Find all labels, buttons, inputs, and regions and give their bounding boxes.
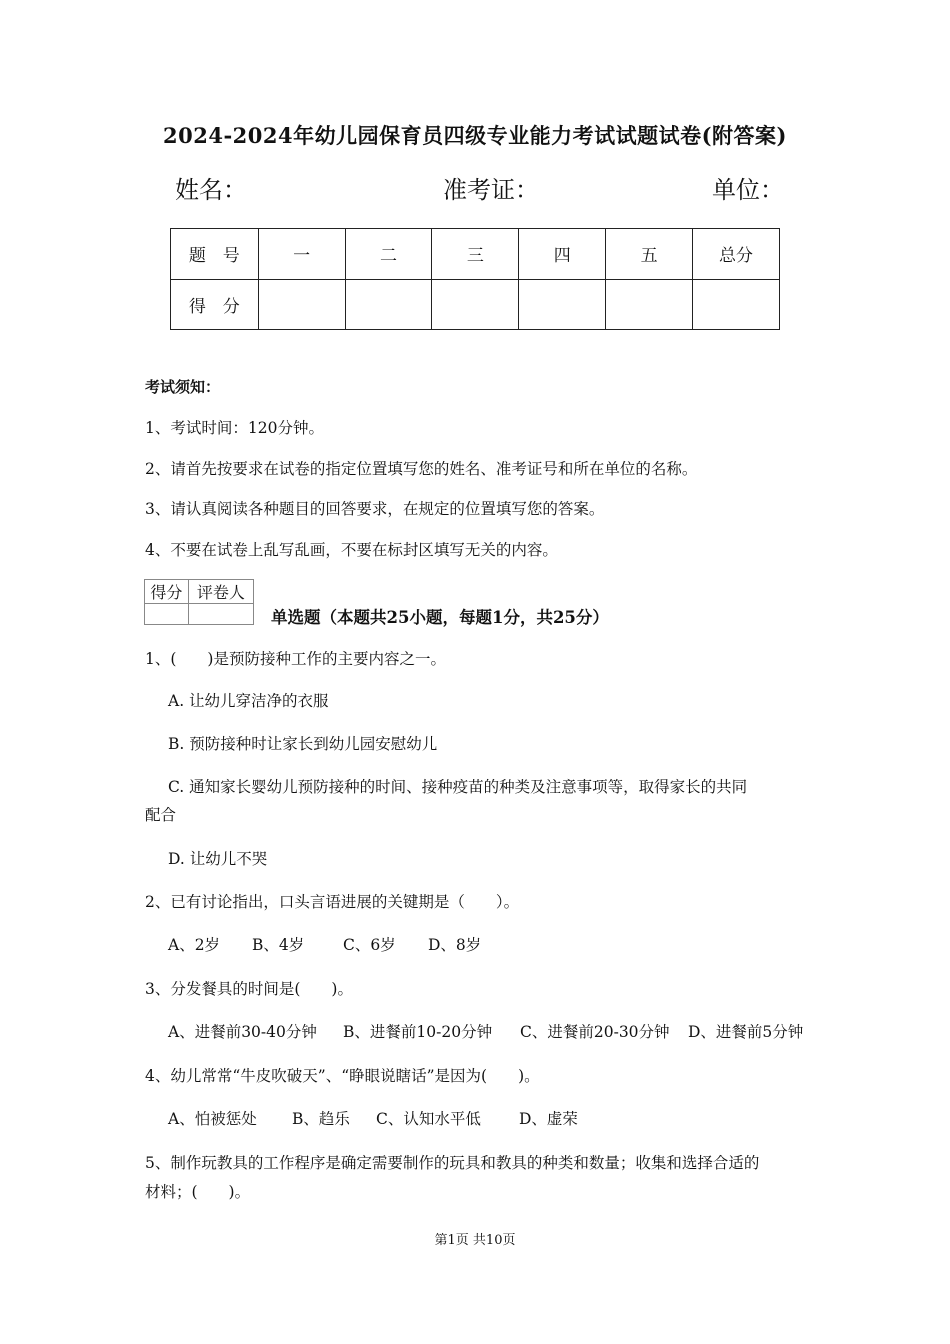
- grader-reviewer-cell: [188, 604, 253, 625]
- question-2-option-a: A、2岁: [168, 936, 221, 954]
- score-row-label: 得 分: [171, 279, 259, 330]
- question-2-option-d: D、8岁: [428, 936, 482, 954]
- page-title: 2024-2024年幼儿园保育员四级专业能力考试试题试卷(附答案): [163, 123, 787, 148]
- question-1-option-b: B. 预防接种时让家长到幼儿园安慰幼儿: [168, 735, 438, 753]
- question-5-stem: 5、制作玩教具的工作程序是确定需要制作的玩具和教具的种类和数量；收集和选择合适的: [145, 1154, 760, 1172]
- question-5-stem-continued: 材料；( )。: [145, 1183, 251, 1201]
- section-title: 单选题（本题共25小题，每题1分，共25分）: [271, 608, 609, 627]
- question-1-option-c: C. 通知家长婴幼儿预防接种的时间、接种疫苗的种类及注意事项等，取得家长的共同: [168, 778, 748, 796]
- question-4-option-a: A、怕被惩处: [168, 1110, 257, 1128]
- exam-id-field-label: 准考证：: [443, 176, 539, 204]
- question-3-stem: 3、分发餐具的时间是( )。: [145, 980, 353, 998]
- score-header-cell: 五: [606, 229, 693, 280]
- notice-item: 2、请首先按要求在试卷的指定位置填写您的姓名、准考证号和所在单位的名称。: [145, 460, 698, 478]
- score-cell: [258, 279, 345, 330]
- question-4-stem: 4、幼儿常常“牛皮吹破天”、“睁眼说瞎话”是因为( )。: [145, 1067, 540, 1085]
- question-1-stem: 1、( )是预防接种工作的主要内容之一。: [145, 650, 446, 668]
- notice-item: 4、不要在试卷上乱写乱画，不要在标封区填写无关的内容。: [145, 541, 558, 559]
- question-3-option-a: A、进餐前30-40分钟: [168, 1023, 317, 1041]
- question-1-option-d: D. 让幼儿不哭: [168, 850, 268, 868]
- question-1-option-a: A. 让幼儿穿洁净的衣服: [168, 692, 329, 710]
- score-table-score-row: [171, 279, 780, 330]
- score-cell: [693, 279, 780, 330]
- question-3-option-c: C、进餐前20-30分钟: [520, 1023, 670, 1041]
- question-3-option-b: B、进餐前10-20分钟: [343, 1023, 493, 1041]
- score-table-header-row: [171, 229, 780, 280]
- score-cell: [345, 279, 432, 330]
- question-1-option-c-continued: 配合: [145, 806, 177, 824]
- score-cell: [519, 279, 606, 330]
- notice-item: 1、考试时间：120分钟。: [145, 419, 324, 437]
- score-header-cell: 二: [345, 229, 432, 280]
- score-table: [170, 228, 780, 330]
- score-cell: [432, 279, 519, 330]
- notice-item: 3、请认真阅读各种题目的回答要求，在规定的位置填写您的答案。: [145, 500, 605, 518]
- grader-box: [144, 579, 254, 625]
- question-2-stem: 2、已有讨论指出，口头言语进展的关键期是（ ）。: [145, 893, 520, 911]
- score-header-cell: 题 号: [171, 229, 259, 280]
- notice-heading: 考试须知：: [145, 378, 221, 396]
- question-4-option-d: D、虚荣: [519, 1110, 578, 1128]
- page-footer: 第1页 共10页: [434, 1233, 516, 1248]
- question-4-option-b: B、趋乐: [292, 1110, 350, 1128]
- score-header-cell: 一: [258, 229, 345, 280]
- score-header-cell: 三: [432, 229, 519, 280]
- question-2-option-b: B、4岁: [252, 936, 305, 954]
- grader-reviewer-label: 评卷人: [188, 580, 253, 604]
- question-4-option-c: C、认知水平低: [376, 1110, 481, 1128]
- name-field-label: 姓名：: [175, 176, 247, 204]
- grader-score-label: 得分: [145, 580, 189, 604]
- score-header-cell: 总分: [693, 229, 780, 280]
- score-cell: [606, 279, 693, 330]
- question-3-option-d: D、进餐前5分钟: [688, 1023, 804, 1041]
- grader-score-cell: [145, 604, 189, 625]
- unit-field-label: 单位：: [712, 176, 784, 204]
- score-header-cell: 四: [519, 229, 606, 280]
- question-2-option-c: C、6岁: [343, 936, 396, 954]
